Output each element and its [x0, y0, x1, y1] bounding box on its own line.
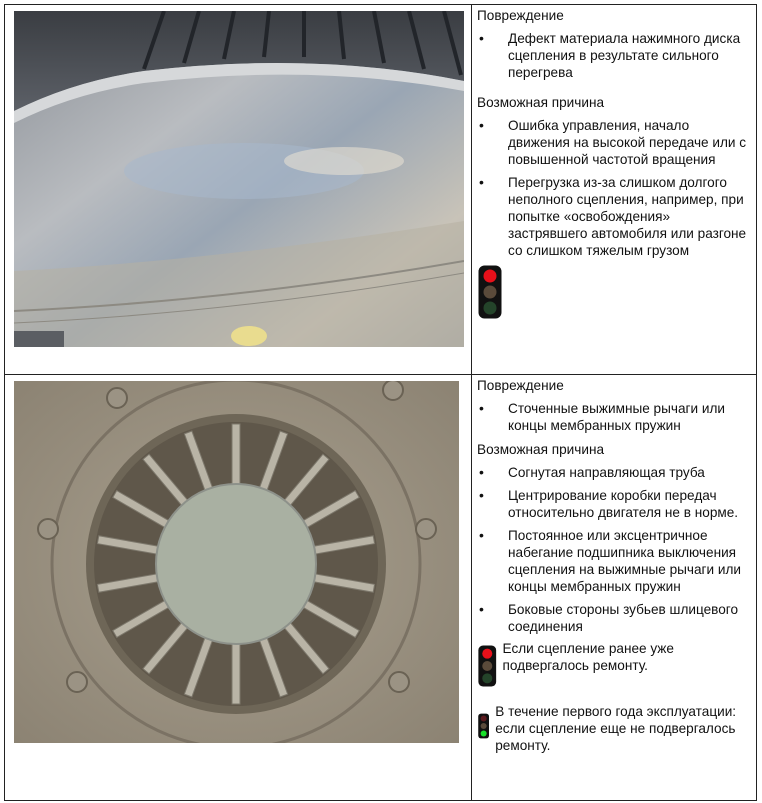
text-cell [472, 5, 756, 374]
bullet-icon: • [479, 527, 484, 543]
traffic-light-note: В течение первого года эксплуатации: если сцепление еще не подвергалось ремонту. [495, 704, 737, 753]
list-item: • Согнутая направляющая труба [479, 464, 705, 480]
table-row-pressure-plate [5, 5, 756, 375]
damage-list [477, 400, 750, 434]
bullet-icon: • [479, 174, 484, 190]
list-item: • Дефект материала нажимного диска сцепления в результате сильного перегрева [479, 30, 741, 80]
cause-list [477, 464, 750, 635]
traffic-light-row-first-year [478, 699, 750, 754]
bullet-icon: • [479, 117, 484, 133]
list-item: • Центрирование коробки передач относительно двигателя не в норме. [479, 487, 739, 520]
traffic-light-red-icon [478, 265, 502, 319]
damage-list [477, 30, 750, 81]
cause-heading: Возможная причина [477, 442, 605, 457]
traffic-light-red-icon [478, 639, 497, 693]
cause-heading: Возможная причина [477, 95, 605, 110]
lever-spoke [232, 638, 240, 704]
traffic-light-row [478, 265, 750, 319]
traffic-light-green-icon [478, 699, 489, 753]
bullet-icon: • [479, 30, 484, 46]
cause-list [477, 117, 750, 259]
damage-table [4, 4, 757, 801]
bullet-icon: • [479, 487, 484, 503]
list-item: • Сточенные выжимные рычаги или концы мембранных пружин [479, 400, 725, 433]
traffic-light-note: Если сцепление ранее уже подвергалось ремонту. [502, 641, 674, 673]
damage-heading: Повреждение [477, 8, 564, 23]
damage-heading: Повреждение [477, 378, 564, 393]
bullet-icon: • [479, 464, 484, 480]
list-item: • Перегрузка из-за слишком долгого неполного сцепления, например, при попытке «освобождения» застрявшего автомобиля или разгоне со слишком тяжелым грузом [479, 174, 747, 258]
list-item: • Ошибка управления, начало движения на высокой передаче или с повышенной частотой вращения [479, 117, 747, 167]
list-item: • Постоянное или эксцентричное набегание подшипника выключения сцепления на выжимные рычаги или концы мембранных пружин [479, 527, 741, 594]
bullet-icon: • [479, 400, 484, 416]
text-cell [472, 375, 756, 800]
pressure-plate-photo [14, 11, 464, 347]
table-row-release-levers [5, 375, 756, 800]
image-cell [5, 5, 472, 374]
bullet-icon: • [479, 601, 484, 617]
traffic-light-row-repaired [478, 639, 750, 693]
clutch-cover-photo [14, 381, 459, 743]
image-cell [5, 375, 472, 800]
lever-spoke [232, 424, 240, 490]
list-item: • Боковые стороны зубьев шлицевого соединения [479, 601, 739, 634]
